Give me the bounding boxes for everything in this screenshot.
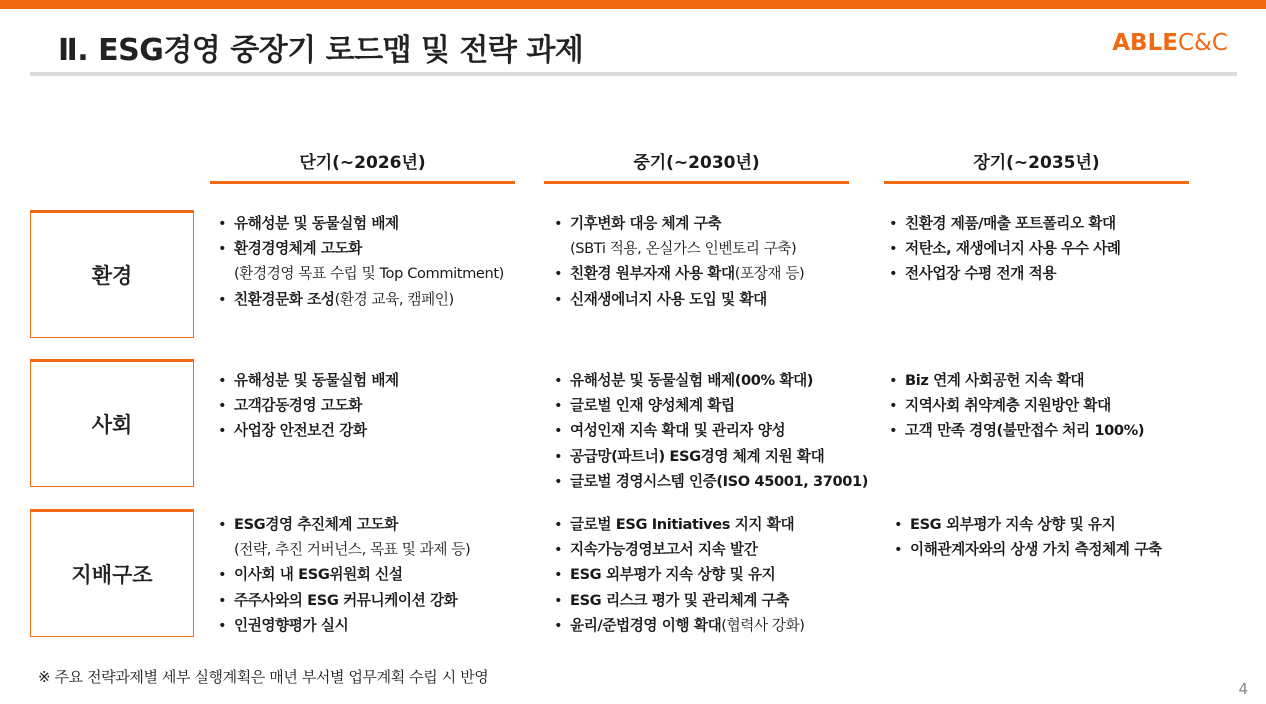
item-text-bold: 윤리/준법경영 이행 확대 <box>570 616 722 634</box>
bullet-item <box>552 613 805 638</box>
phase-header-mid: 중기(~2030년) <box>633 153 760 173</box>
item-text-bold: ESG경영 추진체계 고도화 <box>234 516 398 533</box>
item-text-bold: 주주사와의 ESG 커뮤니케이션 강화 <box>234 591 458 609</box>
item-text-note: (포장재 등) <box>734 265 805 283</box>
bullet-item <box>892 537 1162 562</box>
bullet-item <box>887 368 1144 393</box>
bullet-item <box>552 393 868 418</box>
bullet-item <box>887 261 1121 286</box>
item-text-bold: 공급망(파트너) ESG경영 체계 지원 확대 <box>570 447 825 465</box>
item-text-bold: 유해성분 및 동물실험 배제(00% 확대) <box>570 372 814 389</box>
item-text-bold: 환경경영체계 고도화 <box>234 240 362 258</box>
bullet-item <box>887 393 1144 418</box>
bullet-item <box>216 418 399 443</box>
bullet-item <box>552 211 804 236</box>
bullet-item <box>552 368 868 393</box>
bullet-item <box>887 236 1121 261</box>
item-text-bold: ESG 외부평가 지속 상향 및 유지 <box>910 516 1116 533</box>
cell-environment-short <box>216 211 504 312</box>
phase-header-short: 단기(~2026년) <box>299 153 426 173</box>
item-text-note: (SBTi 적용, 온실가스 인벤토리 구축) <box>570 240 797 258</box>
item-text-bold: 기후변화 대응 체계 구축 <box>570 215 722 232</box>
item-text-bold: 글로벌 인재 양성체계 확립 <box>570 397 735 415</box>
item-text-bold: ESG 외부평가 지속 상향 및 유지 <box>570 566 776 584</box>
item-text-bold: 지역사회 취약계층 지원방안 확대 <box>905 397 1111 415</box>
phase-header-long: 장기(~2035년) <box>973 153 1100 173</box>
page-title: Ⅱ. ESG경영 중장기 로드맵 및 전략 과제 <box>58 33 584 68</box>
phase-rule-long <box>884 181 1189 184</box>
item-text-bold: 이해관계자와의 상생 가치 측정체계 구축 <box>910 541 1162 559</box>
bullet-item <box>552 418 868 443</box>
item-text-bold: 친환경문화 조성 <box>234 290 335 308</box>
bullet-item <box>887 418 1144 443</box>
logo-primary: ABLE <box>1112 30 1178 56</box>
item-text-note: (환경 교육, 캠페인) <box>334 290 454 308</box>
page-number: 4 <box>1238 680 1248 698</box>
row-label-governance: 지배구조 <box>30 509 194 637</box>
row-label-environment: 환경 <box>30 210 194 338</box>
item-text-bold: 저탄소, 재생에너지 사용 우수 사례 <box>905 240 1121 258</box>
item-text-note: (전략, 추진 거버넌스, 목표 및 과제 등) <box>234 541 471 559</box>
item-text-bold: ESG 리스크 평가 및 관리체계 구축 <box>570 591 790 609</box>
bullet-item <box>552 287 804 312</box>
bullet-item <box>552 444 868 469</box>
bullet-item <box>552 562 805 587</box>
bullet-item <box>216 211 504 236</box>
item-text-bold: 글로벌 경영시스템 인증(ISO 45001, 37001) <box>570 472 869 490</box>
bullet-item <box>216 393 399 418</box>
item-text-bold: 인권영향평가 실시 <box>234 616 349 634</box>
cell-environment-mid <box>552 211 804 312</box>
item-text-bold: 신재생에너지 사용 도입 및 확대 <box>570 290 767 308</box>
bullet-item <box>216 562 470 587</box>
item-text-bold: 전사업장 수평 전개 적용 <box>905 265 1057 283</box>
item-text-bold: 글로벌 ESG Initiatives 지지 확대 <box>570 516 795 533</box>
title-divider <box>30 72 1237 76</box>
bullet-item <box>552 512 805 537</box>
cell-social-mid <box>552 368 868 494</box>
bullet-item <box>216 368 399 393</box>
bullet-item <box>216 236 504 261</box>
top-accent-bar <box>0 0 1266 9</box>
item-text-bold: 유해성분 및 동물실험 배제 <box>234 372 399 389</box>
cell-governance-short <box>216 512 470 638</box>
item-text-bold: 이사회 내 ESG위원회 신설 <box>234 566 403 584</box>
cell-environment-long <box>887 211 1121 287</box>
item-text-bold: 고객감동경영 고도화 <box>234 397 362 415</box>
phase-rule-mid <box>544 181 849 184</box>
cell-social-short <box>216 368 399 444</box>
cell-governance-mid <box>552 512 805 638</box>
item-text-note: (환경경영 목표 수립 및 Top Commitment) <box>234 265 504 283</box>
bullet-item <box>216 512 470 537</box>
bullet-item <box>552 261 804 286</box>
item-text-note: (협력사 강화) <box>721 616 805 634</box>
bullet-item <box>216 588 470 613</box>
bullet-continuation <box>552 236 804 261</box>
item-text-bold: 사업장 안전보건 강화 <box>234 422 367 440</box>
company-logo <box>1112 30 1228 56</box>
bullet-item <box>892 512 1162 537</box>
footer-note: ※ 주요 전략과제별 세부 실행계획은 매년 부서별 업무계획 수립 시 반영 <box>38 668 489 686</box>
bullet-item <box>216 613 470 638</box>
bullet-continuation <box>216 537 470 562</box>
logo-secondary: C&C <box>1177 30 1228 56</box>
bullet-item <box>216 287 504 312</box>
item-text-bold: Biz 연계 사회공헌 지속 확대 <box>905 372 1085 389</box>
item-text-bold: 친환경 원부자재 사용 확대 <box>570 265 735 283</box>
cell-social-long <box>887 368 1144 444</box>
item-text-bold: 지속가능경영보고서 지속 발간 <box>570 541 758 559</box>
bullet-item <box>552 588 805 613</box>
cell-governance-long <box>892 512 1162 562</box>
bullet-continuation <box>216 261 504 286</box>
bullet-item <box>887 211 1121 236</box>
bullet-item <box>552 537 805 562</box>
phase-rule-short <box>210 181 515 184</box>
item-text-bold: 고객 만족 경영(불만접수 처리 100%) <box>905 422 1145 440</box>
item-text-bold: 친환경 제품/매출 포트폴리오 확대 <box>905 215 1116 232</box>
bullet-item <box>552 469 868 494</box>
item-text-bold: 여성인재 지속 확대 및 관리자 양성 <box>570 422 786 440</box>
row-label-social: 사회 <box>30 359 194 487</box>
item-text-bold: 유해성분 및 동물실험 배제 <box>234 215 399 232</box>
